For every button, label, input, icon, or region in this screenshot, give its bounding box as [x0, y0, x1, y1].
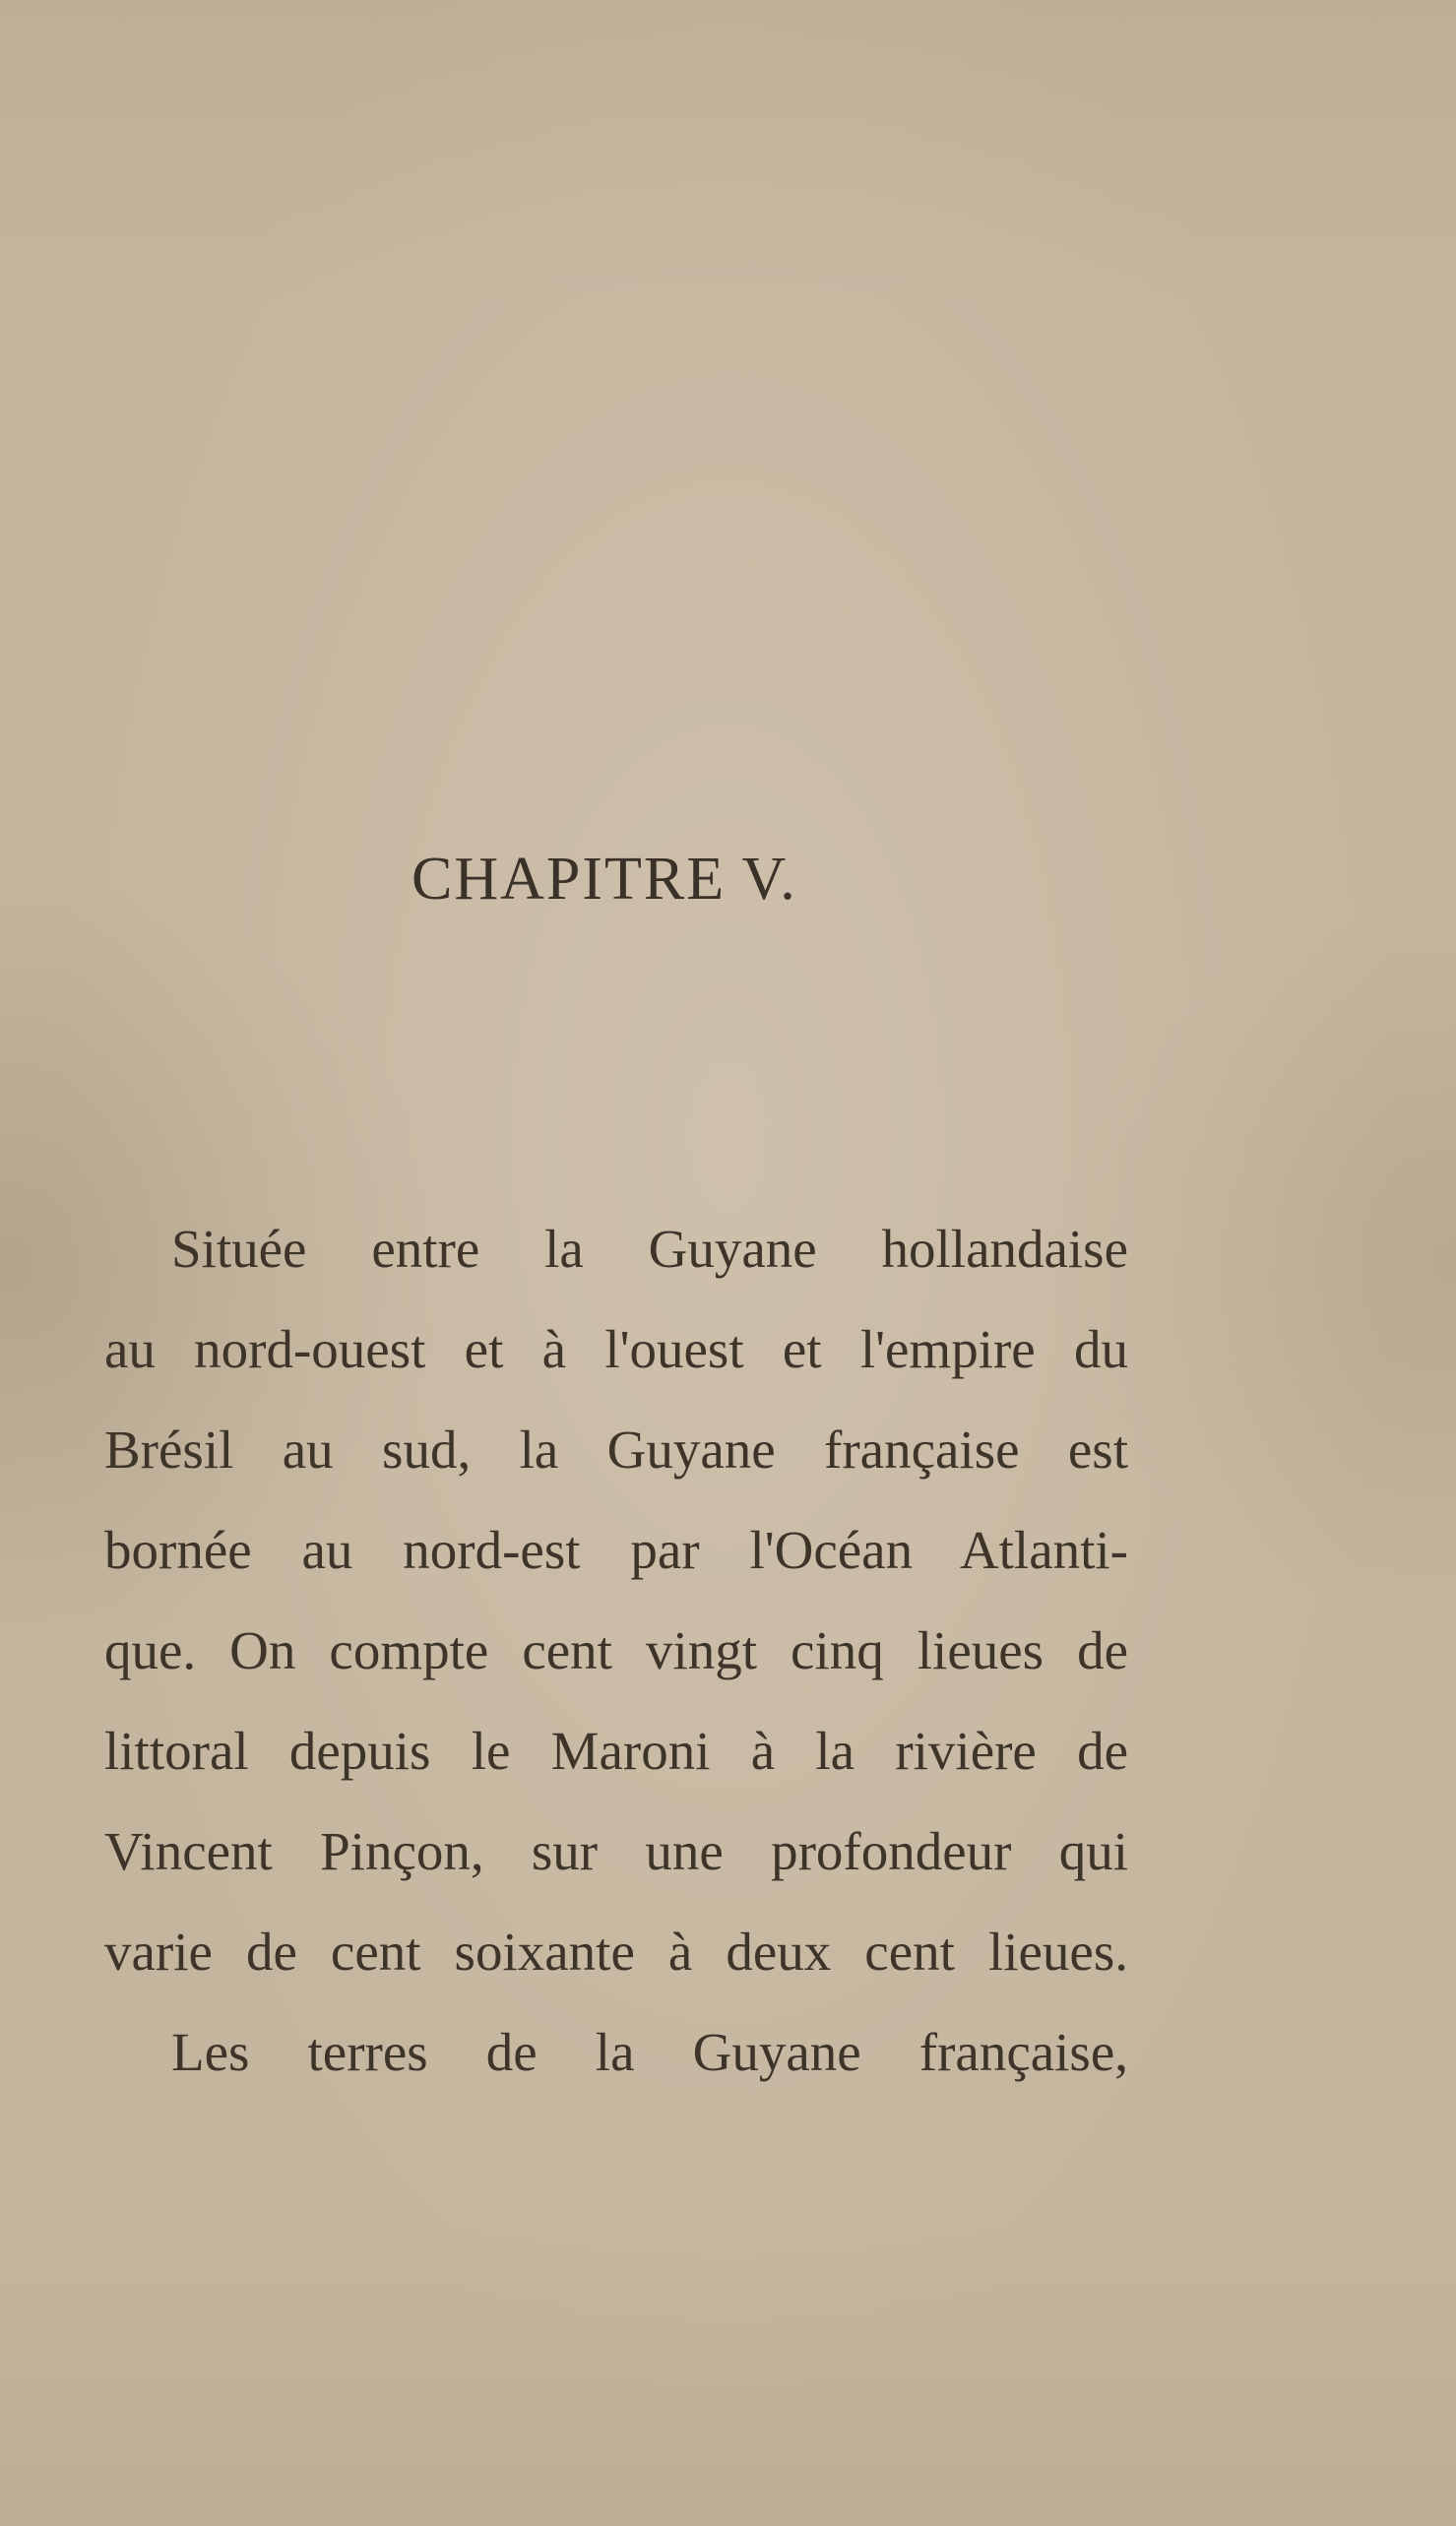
text-line: bornée au nord-est par l'Océan Atlanti-: [104, 1520, 1128, 1580]
text-line: littoral depuis le Maroni à la rivière de: [104, 1721, 1128, 1781]
text-line: Les terres de la Guyane française,: [171, 2022, 1128, 2082]
chapter-body: [104, 1199, 1128, 2103]
text-line: varie de cent soixante à deux cent lieues.: [104, 1922, 1128, 1982]
text-line: que. On compte cent vingt cinq lieues de: [104, 1620, 1128, 1680]
text-line: Vincent Pinçon, sur une profondeur qui: [104, 1821, 1128, 1881]
chapter-title: CHAPITRE V.: [411, 846, 797, 913]
text-line: au nord-ouest et à l'ouest et l'empire du: [104, 1319, 1128, 1379]
text-line: Située entre la Guyane hollandaise: [171, 1219, 1128, 1279]
text-line: Brésil au sud, la Guyane française est: [104, 1420, 1128, 1480]
